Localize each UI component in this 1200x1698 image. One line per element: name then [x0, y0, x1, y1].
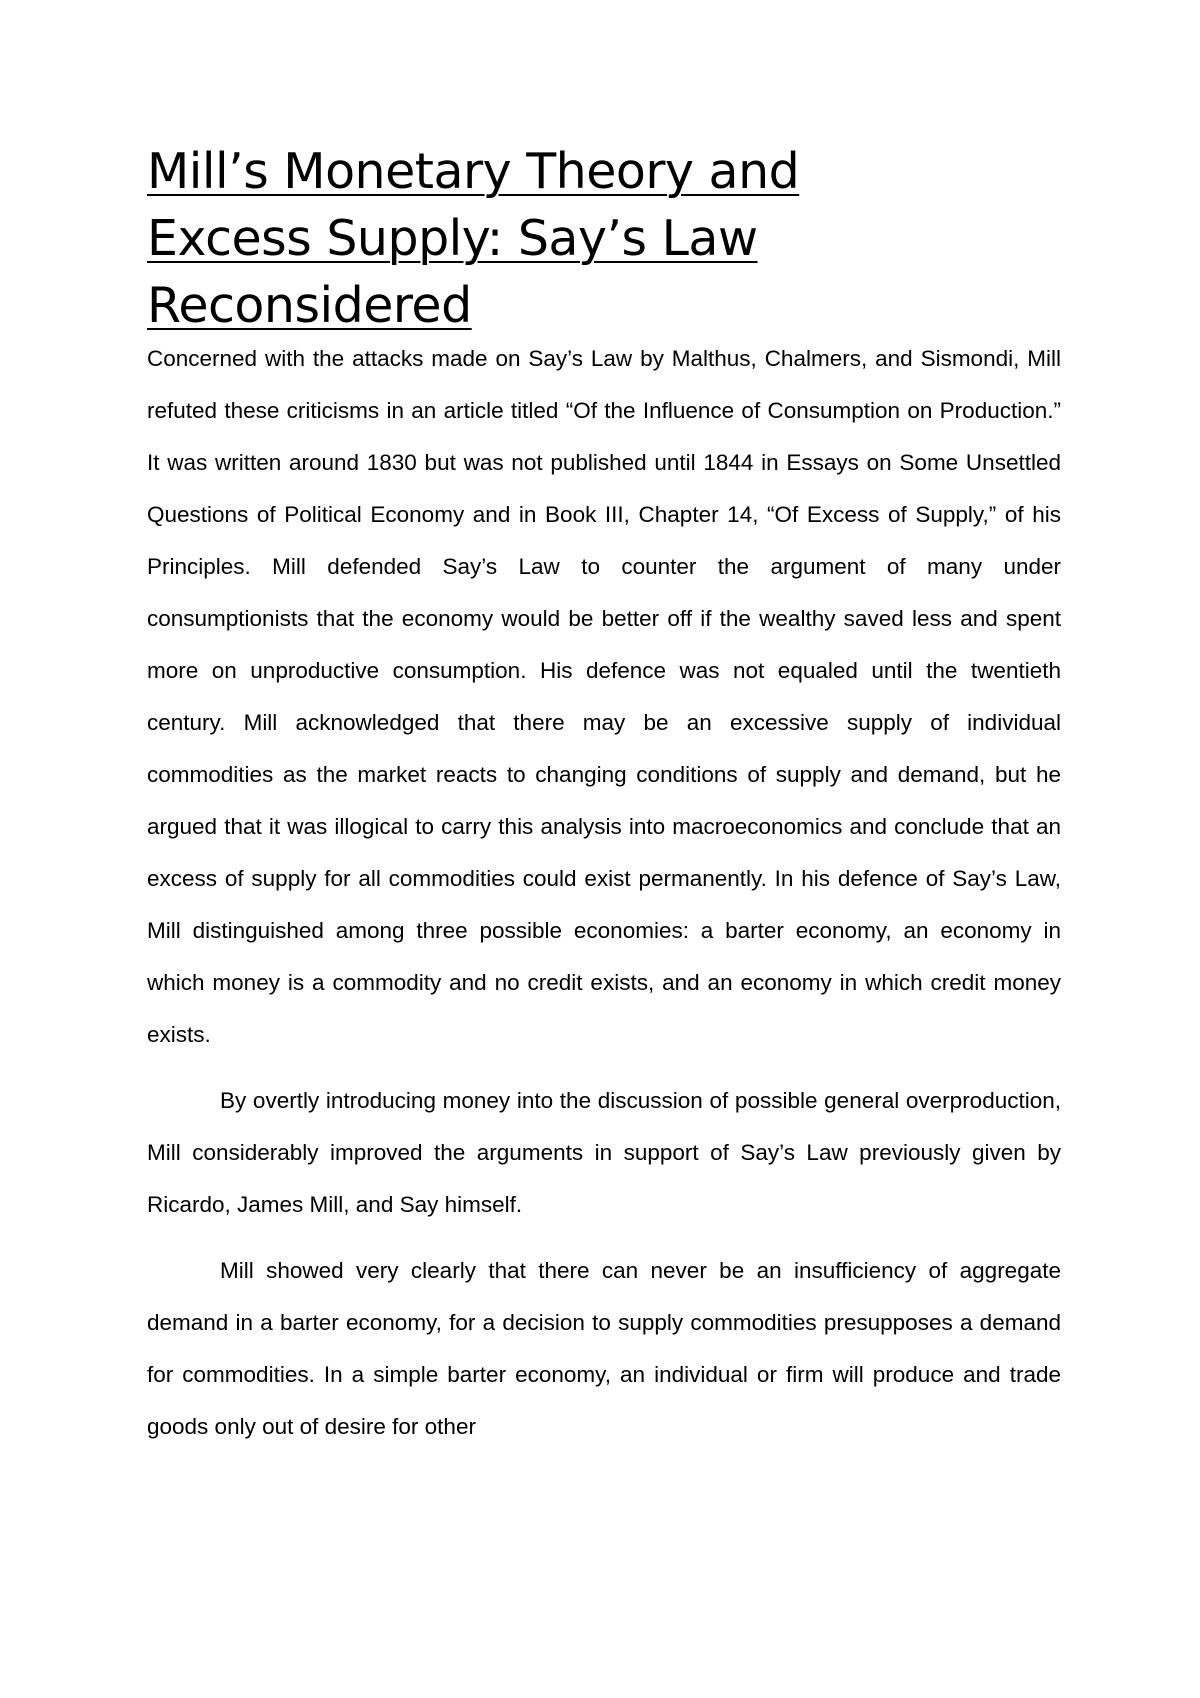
- document-title: Mill’s Monetary Theory and Excess Supply: Say’s Law Reconsidered: [147, 143, 800, 334]
- paragraph-3: Mill showed very clearly that there can never be an insufficiency of aggregate demand in a barter economy, for a decision to supply commodities presupposes a demand for commodities. In a simple barter economy, an individual or firm will produce and trade goods only out of desire for other: [147, 1258, 1061, 1439]
- document-body: [147, 138, 1061, 1453]
- paragraph-1: Concerned with the attacks made on Say’s Law by Malthus, Chalmers, and Sismondi, Mill refuted these criticisms in an article titled “Of the Influence of Consumption on Production.” It was written around 1830 but was not published until 1844 in Essays on Some Unsettled Questions of Political Economy and in Book III, Chapter 14, “Of Excess of Supply,” of his Principles. Mill defended Say’s Law to counter the argument of many under consumptionists that the economy would be better off if the wealthy saved less and spent more on unproductive consumption. His defence was not equaled until the twentieth century. Mill acknowledged that there may be an excessive supply of individual commodities as the market reacts to changing conditions of supply and demand, but he argued that it was illogical to carry this analysis into macroeconomics and conclude that an excess of supply for all commodities could exist permanently. In his defence of Say’s Law, Mill distinguished among three possible economies: a barter economy, an economy in which money is a commodity and no credit exists, and an economy in which credit money exists.: [147, 346, 1061, 1047]
- paragraph-2: By overtly introducing money into the discussion of possible general overproduction, Mill considerably improved the arguments in support of Say’s Law previously given by Ricardo, James Mill, and Say himself.: [147, 1088, 1061, 1217]
